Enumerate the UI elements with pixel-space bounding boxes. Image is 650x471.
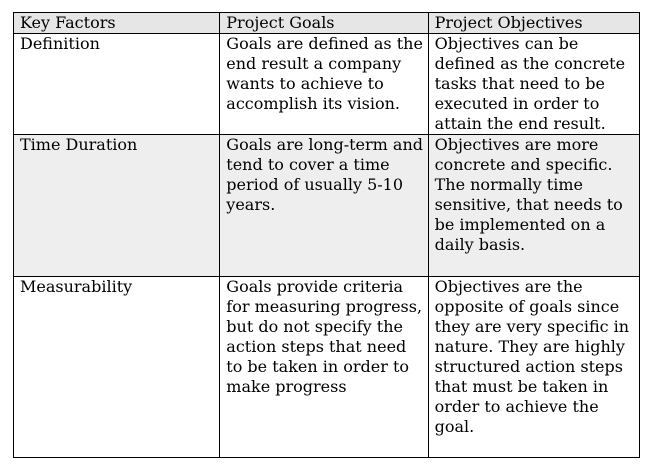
objectives-cell: Objectives are the opposite of goals since they are very specific in nature. They are highly structured action steps that must be taken in order to achieve the goal. [428,277,639,458]
factor-cell: Definition [14,34,220,135]
table-header-row [14,13,640,34]
table-row [14,135,640,277]
header-project-objectives: Project Objectives [428,13,639,34]
factor-cell: Time Duration [14,135,220,277]
comparison-table [13,12,640,458]
goals-cell: Goals are long-term and tend to cover a time period of usually 5-10 years. [220,135,428,277]
factor-cell: Measurability [14,277,220,458]
table-row [14,277,640,458]
header-key-factors: Key Factors [14,13,220,34]
table-row [14,34,640,135]
objectives-cell: Objectives can be defined as the concrete tasks that need to be executed in order to attain the end result. [428,34,639,135]
header-project-goals: Project Goals [220,13,428,34]
objectives-cell: Objectives are more concrete and specific. The normally time sensitive, that needs to be implemented on a daily basis. [428,135,639,277]
goals-cell: Goals are defined as the end result a company wants to achieve to accomplish its vision. [220,34,428,135]
goals-cell: Goals provide criteria for measuring progress, but do not specify the action steps that need to be taken in order to make progress [220,277,428,458]
